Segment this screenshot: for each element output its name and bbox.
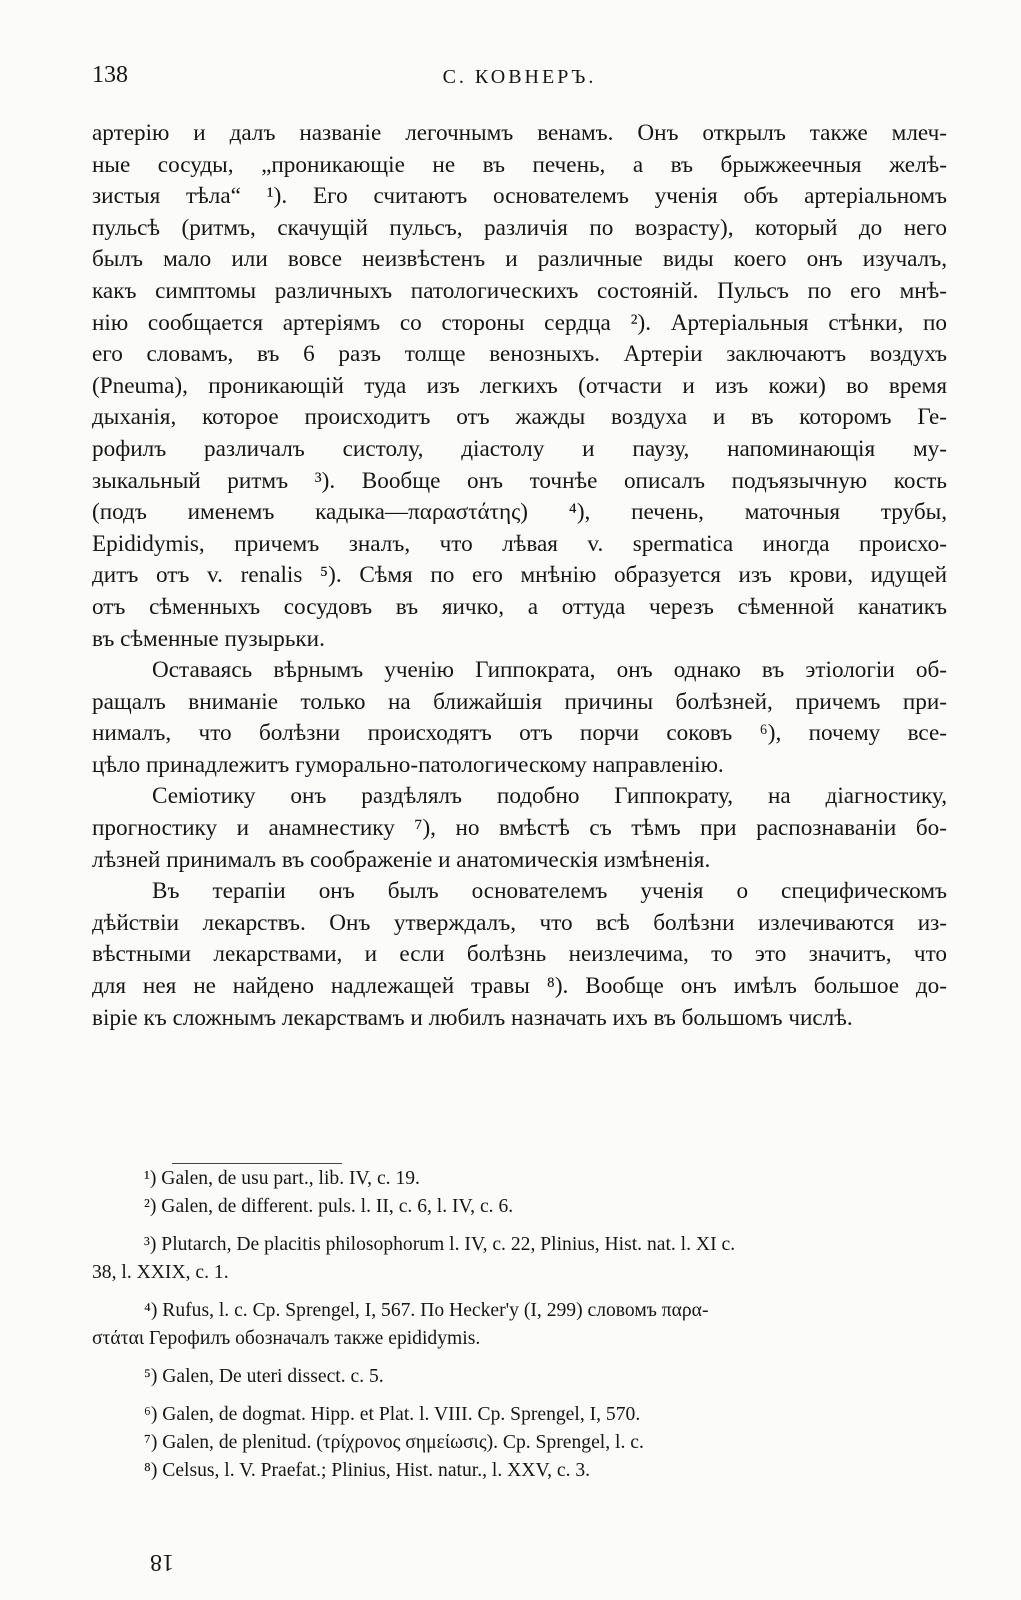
text-line: былъ мало или вовсе неизвѣстенъ и различные виды коего онъ изучалъ, bbox=[92, 246, 947, 273]
text-line: рофилъ различалъ систолу, діастолу и паузу, напоминающія му- bbox=[92, 435, 947, 462]
footnote-line: ⁶) Galen, de dogmat. Hipp. et Plat. l. VIII. Cp. Sprengel, I, 570. bbox=[144, 1404, 641, 1425]
footnote-spacer bbox=[92, 1287, 947, 1297]
text-line: (Pneuma), проникающій туда изъ легкихъ (отчасти и изъ кожи) во время bbox=[92, 372, 947, 399]
text-line: для нея не найдено надлежащей травы ⁸). Вообще онъ имѣлъ большое до- bbox=[92, 973, 947, 1000]
page-header bbox=[92, 62, 947, 102]
footnote-line: ⁴) Rufus, l. c. Cp. Sprengel, I, 567. По Hecker'y (I, 299) словомъ παρα- bbox=[144, 1300, 709, 1321]
text-line: вѣстными лекарствами, и если болѣзнь неизлечима, то это значитъ, что bbox=[92, 941, 947, 968]
footnote-line: ²) Galen, de different. puls. l. II, c. 6, l. IV, c. 6. bbox=[144, 1196, 514, 1217]
text-line: дитъ отъ v. renalis ⁵). Сѣмя по его мнѣнію образуется изъ крови, идущей bbox=[92, 562, 947, 589]
text-line: Оставаясь вѣрнымъ ученію Гиппократа, онъ однако въ этіологіи об- bbox=[152, 657, 947, 684]
text-line: (подъ именемъ кадыка—παραστάτης) ⁴), печень, маточныя трубы, bbox=[92, 499, 947, 526]
footnotes bbox=[92, 1165, 947, 1485]
text-line: зыкальный ритмъ ³). Вообще онъ точнѣе описалъ подъязычную кость bbox=[92, 467, 947, 494]
text-line: нію сообщается артеріямъ со стороны сердца ²). Артеріальныя стѣнки, по bbox=[92, 309, 947, 336]
text-line: пульсѣ (ритмъ, скачущій пульсъ, различія по возрасту), который до него bbox=[92, 214, 947, 241]
text-line: лѣзней принималъ въ соображеніе и анатомическія измѣненія. bbox=[92, 846, 711, 873]
footnote-line: ⁵) Galen, De uteri dissect. c. 5. bbox=[144, 1366, 384, 1387]
text-line: въ сѣменные пузырьки. bbox=[92, 625, 325, 652]
running-head: С. КОВНЕРЪ. bbox=[442, 66, 597, 88]
text-line: нималъ, что болѣзни происходятъ отъ порчи соковъ ⁶), почему все- bbox=[92, 720, 947, 747]
bleed-through-page-number: 18 bbox=[150, 1549, 174, 1575]
text-line: дыханія, которое происходитъ отъ жажды воздуха и въ которомъ Ге- bbox=[92, 404, 947, 431]
text-line: зистыя тѣла“ ¹). Его считаютъ основателемъ ученія объ артеріальномъ bbox=[92, 183, 947, 210]
footnote-line: ⁷) Galen, de plenitud. (τρίχρονος σημείωσις). Cp. Sprengel, l. c. bbox=[144, 1432, 644, 1453]
text-line: его словамъ, въ 6 разъ толще венозныхъ. Артеріи заключаютъ воздухъ bbox=[92, 341, 947, 368]
main-text bbox=[92, 118, 947, 1034]
text-line: цѣло принадлежитъ гуморально-патологическому направленію. bbox=[92, 751, 724, 778]
text-line: Семіотику онъ раздѣлялъ подобно Гиппократу, на діагностику, bbox=[152, 783, 947, 810]
text-line: ращалъ вниманіе только на ближайшія причины болѣзней, причемъ при- bbox=[92, 688, 947, 715]
footnote-line: στάται Герофилъ обозначалъ также epididymis. bbox=[92, 1328, 481, 1349]
text-line: какъ симптомы различныхъ патологическихъ состояній. Пульсъ по его мнѣ- bbox=[92, 277, 947, 304]
text-line: ные сосуды, „проникающіе не въ печень, а въ брыжжеечныя желѣ- bbox=[92, 151, 947, 178]
footnote-line: 38, l. XXIX, c. 1. bbox=[92, 1262, 229, 1283]
page-number: 138 bbox=[92, 62, 128, 88]
text-line: Въ терапіи онъ былъ основателемъ ученія о специфическомъ bbox=[152, 878, 947, 905]
text-line: артерію и далъ названіе легочнымъ венамъ. Онъ открылъ также млеч- bbox=[92, 120, 947, 146]
text-line: отъ сѣменныхъ сосудовъ въ яичко, а оттуда черезъ сѣменной канатикъ bbox=[92, 593, 947, 620]
text-line: прогностику и анамнестику ⁷), но вмѣстѣ съ тѣмъ при распознаваніи бо- bbox=[92, 815, 947, 842]
footnote-line: ⁸) Celsus, l. V. Praefat.; Plinius, Hist. natur., l. XXV, c. 3. bbox=[144, 1460, 591, 1481]
text-line: дѣйствіи лекарствъ. Онъ утверждалъ, что всѣ болѣзни излечиваются из- bbox=[92, 909, 947, 936]
footnote-spacer bbox=[92, 1221, 947, 1231]
footnote-rule bbox=[172, 1163, 342, 1164]
footnote-spacer bbox=[92, 1353, 947, 1363]
footnote-spacer bbox=[92, 1391, 947, 1401]
footnote-line: ¹) Galen, de usu part., lib. IV, c. 19. bbox=[144, 1168, 420, 1189]
text-line: віріе къ сложнымъ лекарствамъ и любилъ назначать ихъ въ большомъ числѣ. bbox=[92, 1004, 853, 1031]
text-line: Epididymis, причемъ зналъ, что лѣвая v. spermatica иногда происхо- bbox=[92, 530, 947, 557]
footnote-line: ³) Plutarch, De placitis philosophorum l. IV, c. 22, Plinius, Hist. nat. l. XI c. bbox=[144, 1234, 736, 1255]
